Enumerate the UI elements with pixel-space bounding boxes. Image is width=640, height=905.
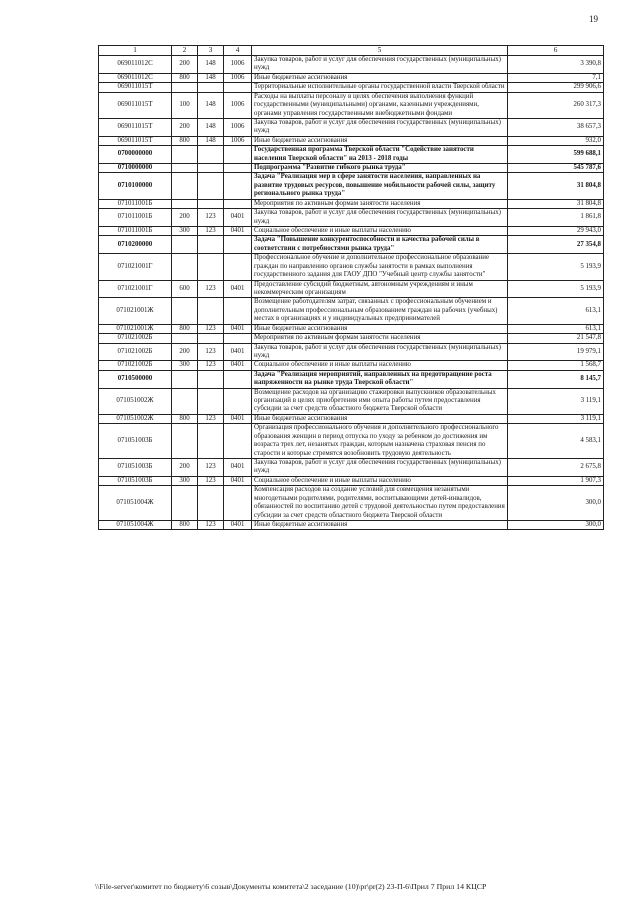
cell-description: Иные бюджетные ассигнования (252, 414, 508, 423)
column-header: 3 (198, 46, 224, 56)
cell-admin-code: 123 (198, 458, 224, 476)
table-row (99, 73, 604, 82)
cell-code: 069011015Т (99, 136, 172, 145)
column-header: 6 (508, 46, 604, 56)
cell-amount: 260 317,3 (508, 92, 604, 118)
footer-file-path: \\File-server\комитет по бюджету\6 созыв\Документы комитета\2 заседание (10)\pr\pr(2) 23-П-6\Прил 7 Прил 14 КЦСР (95, 882, 487, 891)
cell-section: 1006 (224, 92, 252, 118)
cell-section (224, 173, 252, 199)
cell-amount: 3 119,1 (508, 388, 604, 414)
cell-expense-type (172, 83, 198, 92)
cell-expense-type (172, 199, 198, 208)
cell-description: Профессиональное обучение и дополнительное профессиональное образование граждан по направлению органов службы занятости в рамках выполнения государственного задания для ГАОУ ДПО "Учебный центр службы занятости" (252, 254, 508, 280)
table-row (99, 476, 604, 485)
cell-description: Организация профессионального обучения и дополнительного профессионального образования женщин в период отпуска по уходу за ребенком до достижения им возраста трех лет, незанятых граждан, которым назначена страховая пенсия по старости и которые стремятся возобновить трудовую деятельность (252, 424, 508, 459)
cell-section (224, 254, 252, 280)
cell-amount: 300,0 (508, 486, 604, 521)
cell-amount: 1 861,8 (508, 209, 604, 227)
cell-amount: 2 675,8 (508, 458, 604, 476)
table-row (99, 520, 604, 529)
cell-amount: 4 583,1 (508, 424, 604, 459)
cell-admin-code (198, 334, 224, 343)
cell-expense-type: 200 (172, 56, 198, 74)
cell-description: Предоставление субсидий бюджетным, автономным учреждениям и иным некоммерческим организациям (252, 280, 508, 298)
table-body (99, 56, 604, 530)
cell-expense-type: 200 (172, 458, 198, 476)
cell-section (224, 334, 252, 343)
table-row (99, 56, 604, 74)
table-row (99, 324, 604, 333)
table-row (99, 370, 604, 388)
column-header: 5 (252, 46, 508, 56)
cell-expense-type: 300 (172, 227, 198, 236)
cell-expense-type: 100 (172, 92, 198, 118)
cell-section: 0401 (224, 361, 252, 370)
cell-code: 071011001Б (99, 227, 172, 236)
cell-code: 069011015Т (99, 83, 172, 92)
cell-section (224, 83, 252, 92)
table-row (99, 280, 604, 298)
cell-admin-code (198, 486, 224, 521)
table-row (99, 227, 604, 236)
cell-section: 1006 (224, 56, 252, 74)
table-row (99, 343, 604, 361)
cell-expense-type (172, 334, 198, 343)
cell-section: 1006 (224, 73, 252, 82)
cell-admin-code: 123 (198, 361, 224, 370)
column-header: 2 (172, 46, 198, 56)
cell-expense-type: 300 (172, 361, 198, 370)
cell-amount: 19 979,1 (508, 343, 604, 361)
cell-section: 0401 (224, 343, 252, 361)
cell-amount: 27 354,8 (508, 236, 604, 254)
cell-code: 071021002Б (99, 334, 172, 343)
cell-section (224, 370, 252, 388)
cell-section (224, 298, 252, 324)
cell-section (224, 388, 252, 414)
cell-admin-code: 123 (198, 343, 224, 361)
cell-section: 0401 (224, 414, 252, 423)
cell-admin-code (198, 254, 224, 280)
cell-amount: 599 688,1 (508, 146, 604, 164)
cell-admin-code: 148 (198, 118, 224, 136)
cell-section (224, 146, 252, 164)
cell-code: 071051002Ж (99, 414, 172, 423)
cell-code: 0710100000 (99, 173, 172, 199)
cell-section (224, 486, 252, 521)
cell-amount: 31 804,8 (508, 199, 604, 208)
cell-code: 071021001Г (99, 280, 172, 298)
cell-admin-code: 123 (198, 520, 224, 529)
table-row (99, 199, 604, 208)
cell-expense-type (172, 486, 198, 521)
cell-admin-code: 123 (198, 227, 224, 236)
cell-code: 0700000000 (99, 146, 172, 164)
table-row (99, 254, 604, 280)
cell-description: Закупка товаров, работ и услуг для обеспечения государственных (муниципальных) нужд (252, 343, 508, 361)
cell-section: 0401 (224, 280, 252, 298)
cell-amount: 932,0 (508, 136, 604, 145)
cell-description: Мероприятия по активным формам занятости населения (252, 334, 508, 343)
cell-code: 069011012С (99, 73, 172, 82)
table-row (99, 458, 604, 476)
cell-expense-type (172, 424, 198, 459)
cell-amount: 613,1 (508, 324, 604, 333)
cell-amount: 7,1 (508, 73, 604, 82)
cell-description: Расходы на выплаты персоналу в целях обеспечения выполнения функций государственными (муниципальными) органами, казенными учреждениями, органами управления государственными внебюджетными фондами (252, 92, 508, 118)
cell-code: 071021001Ж (99, 298, 172, 324)
cell-admin-code (198, 164, 224, 173)
cell-amount: 8 145,7 (508, 370, 604, 388)
cell-description: Закупка товаров, работ и услуг для обеспечения государственных (муниципальных) нужд (252, 209, 508, 227)
cell-admin-code: 148 (198, 73, 224, 82)
cell-expense-type: 300 (172, 476, 198, 485)
cell-code: 069011012С (99, 56, 172, 74)
table-row (99, 486, 604, 521)
cell-amount: 38 657,3 (508, 118, 604, 136)
table-row (99, 92, 604, 118)
cell-admin-code (198, 199, 224, 208)
cell-code: 069011015Т (99, 118, 172, 136)
cell-admin-code: 123 (198, 209, 224, 227)
budget-table (98, 45, 604, 530)
cell-description: Социальное обеспечение и иные выплаты населению (252, 476, 508, 485)
cell-description: Социальное обеспечение и иные выплаты населению (252, 361, 508, 370)
cell-admin-code (198, 146, 224, 164)
table-row (99, 424, 604, 459)
cell-section (224, 164, 252, 173)
cell-description: Иные бюджетные ассигнования (252, 73, 508, 82)
cell-expense-type (172, 298, 198, 324)
cell-description: Закупка товаров, работ и услуг для обеспечения государственных (муниципальных) нужд (252, 56, 508, 74)
cell-amount: 5 193,9 (508, 254, 604, 280)
cell-admin-code (198, 236, 224, 254)
cell-amount: 613,1 (508, 298, 604, 324)
cell-expense-type (172, 236, 198, 254)
cell-code: 0710000000 (99, 164, 172, 173)
cell-code: 071021002Б (99, 343, 172, 361)
cell-amount: 3 119,1 (508, 414, 604, 423)
cell-amount: 545 787,6 (508, 164, 604, 173)
cell-code: 071011001Б (99, 209, 172, 227)
cell-code: 071051003Б (99, 458, 172, 476)
table-row (99, 173, 604, 199)
cell-admin-code: 148 (198, 92, 224, 118)
cell-code: 071051003Б (99, 476, 172, 485)
cell-admin-code (198, 298, 224, 324)
cell-code: 071021001Ж (99, 324, 172, 333)
cell-amount: 300,0 (508, 520, 604, 529)
cell-section (224, 424, 252, 459)
cell-section: 0401 (224, 476, 252, 485)
table-row (99, 388, 604, 414)
cell-expense-type: 800 (172, 73, 198, 82)
cell-expense-type (172, 164, 198, 173)
table-row (99, 236, 604, 254)
cell-section: 0401 (224, 227, 252, 236)
cell-description: Иные бюджетные ассигнования (252, 324, 508, 333)
column-header: 1 (99, 46, 172, 56)
table-header-row (99, 46, 604, 56)
cell-expense-type (172, 254, 198, 280)
cell-description: Возмещение работодателям затрат, связанных с профессиональным обучением и дополнительным профессиональным образованием граждан на рабочих (учебных) местах в организациях и у индивидуальных предпринимателей (252, 298, 508, 324)
cell-description: Задача "Реализация мероприятий, направленных на предотвращение роста напряженности на рынке труда Тверской области" (252, 370, 508, 388)
cell-section: 1006 (224, 118, 252, 136)
cell-expense-type: 800 (172, 414, 198, 423)
table-row (99, 414, 604, 423)
cell-code: 071021002Б (99, 361, 172, 370)
table-row (99, 334, 604, 343)
cell-section: 0401 (224, 324, 252, 333)
cell-code: 071021001Г (99, 254, 172, 280)
cell-description: Возмещение расходов на организацию стажировки выпускников образовательных организаций в целях приобретения ими опыта работы путем предоставления субсидии за счет средств областного бюджета Тверской области (252, 388, 508, 414)
cell-code: 071051004Ж (99, 486, 172, 521)
cell-description: Социальное обеспечение и иные выплаты населению (252, 227, 508, 236)
cell-description: Иные бюджетные ассигнования (252, 520, 508, 529)
cell-expense-type: 200 (172, 343, 198, 361)
column-header: 4 (224, 46, 252, 56)
table-row (99, 298, 604, 324)
cell-code: 071051003Б (99, 424, 172, 459)
cell-admin-code: 148 (198, 56, 224, 74)
cell-expense-type: 800 (172, 136, 198, 145)
cell-description: Закупка товаров, работ и услуг для обеспечения государственных (муниципальных) нужд (252, 118, 508, 136)
cell-code: 069011015Т (99, 92, 172, 118)
cell-expense-type (172, 370, 198, 388)
cell-section: 1006 (224, 136, 252, 145)
cell-amount: 299 906,6 (508, 83, 604, 92)
cell-admin-code: 123 (198, 414, 224, 423)
cell-amount: 1 568,7 (508, 361, 604, 370)
page-number: 19 (589, 14, 598, 24)
cell-description: Иные бюджетные ассигнования (252, 136, 508, 145)
cell-expense-type (172, 173, 198, 199)
cell-admin-code: 123 (198, 476, 224, 485)
cell-description: Задача "Повышение конкурентоспособности и качества рабочей силы в соответствии с потребностями рынка труда" (252, 236, 508, 254)
cell-admin-code (198, 424, 224, 459)
cell-section (224, 199, 252, 208)
cell-expense-type: 200 (172, 118, 198, 136)
cell-expense-type: 800 (172, 520, 198, 529)
cell-description: Закупка товаров, работ и услуг для обеспечения государственных (муниципальных) нужд (252, 458, 508, 476)
cell-amount: 1 907,3 (508, 476, 604, 485)
cell-description: Подпрограмма "Развитие гибкого рынка труда" (252, 164, 508, 173)
cell-section (224, 236, 252, 254)
table-row (99, 146, 604, 164)
cell-expense-type (172, 146, 198, 164)
cell-expense-type (172, 388, 198, 414)
cell-description: Государственная программа Тверской области "Содействие занятости населения Тверской области" на 2013 - 2018 годы (252, 146, 508, 164)
table-row (99, 118, 604, 136)
cell-expense-type: 200 (172, 209, 198, 227)
table-row (99, 209, 604, 227)
cell-admin-code (198, 83, 224, 92)
cell-expense-type: 600 (172, 280, 198, 298)
cell-description: Задача "Реализация мер в сфере занятости населения, направленных на развитие трудовых ресурсов, повышение мобильности рабочей силы, защиту регионального рынка труда" (252, 173, 508, 199)
cell-code: 071011001Б (99, 199, 172, 208)
cell-code: 071051002Ж (99, 388, 172, 414)
table-row (99, 136, 604, 145)
cell-admin-code (198, 370, 224, 388)
cell-admin-code (198, 388, 224, 414)
cell-section: 0401 (224, 209, 252, 227)
cell-amount: 21 547,8 (508, 334, 604, 343)
cell-admin-code: 123 (198, 324, 224, 333)
cell-admin-code: 148 (198, 136, 224, 145)
cell-amount: 3 390,8 (508, 56, 604, 74)
cell-description: Территориальные исполнительные органы государственной власти Тверской области (252, 83, 508, 92)
cell-description: Компенсация расходов на создание условий для совмещения незанятыми многодетными родителями, родителями, воспитывающими детей-инвалидов, обязанностей по воспитанию детей с трудовой деятельностью путем предоставления субсидии за счет средств областного бюджета Тверской области (252, 486, 508, 521)
cell-admin-code: 123 (198, 280, 224, 298)
cell-admin-code (198, 173, 224, 199)
cell-section: 0401 (224, 458, 252, 476)
cell-code: 0710500000 (99, 370, 172, 388)
cell-amount: 29 943,0 (508, 227, 604, 236)
cell-code: 071051004Ж (99, 520, 172, 529)
table-row (99, 83, 604, 92)
cell-amount: 31 804,8 (508, 173, 604, 199)
table-row (99, 361, 604, 370)
cell-code: 0710200000 (99, 236, 172, 254)
cell-section: 0401 (224, 520, 252, 529)
cell-expense-type: 800 (172, 324, 198, 333)
cell-amount: 5 193,9 (508, 280, 604, 298)
table-row (99, 164, 604, 173)
cell-description: Мероприятия по активным формам занятости населения (252, 199, 508, 208)
